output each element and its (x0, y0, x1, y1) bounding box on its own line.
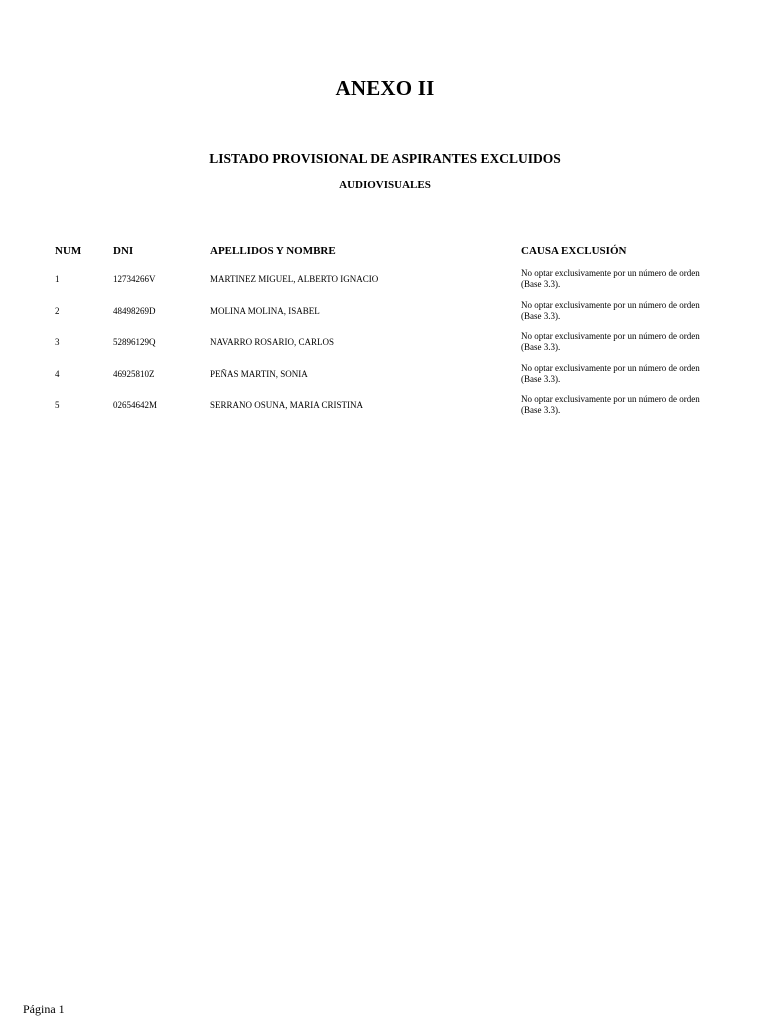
row-cause: No optar exclusivamente por un número de orden (Base 3.3). (521, 394, 700, 415)
row-dni: 12734266V (113, 274, 156, 284)
section-heading: AUDIOVISUALES (339, 179, 431, 191)
table-row (0, 300, 770, 332)
row-num: 3 (55, 337, 60, 347)
table-row (0, 363, 770, 395)
column-header-num: NUM (55, 245, 82, 257)
row-cause: No optar exclusivamente por un número de orden (Base 3.3). (521, 362, 700, 384)
row-dni: 02654642M (113, 400, 158, 410)
table-row (0, 268, 770, 300)
column-header-name: APELLIDOS Y NOMBRE (210, 245, 336, 257)
row-name: PEÑAS MARTIN, SONIA (210, 368, 308, 379)
row-name: MOLINA MOLINA, ISABEL (210, 305, 320, 316)
document-title: ANEXO II (335, 76, 435, 100)
row-num: 2 (55, 305, 60, 316)
row-num: 5 (55, 400, 60, 410)
table-row (0, 394, 770, 426)
page-number: Página 1 (23, 1002, 65, 1016)
row-name: NAVARRO ROSARIO, CARLOS (210, 337, 334, 347)
row-cause: No optar exclusivamente por un número de orden (Base 3.3). (521, 331, 700, 352)
row-name: MARTINEZ MIGUEL, ALBERTO IGNACIO (210, 274, 379, 284)
row-dni: 52896129Q (113, 337, 156, 347)
row-dni: 48498269D (113, 305, 156, 316)
row-num: 1 (55, 274, 60, 284)
row-num: 4 (55, 368, 60, 379)
table-row (0, 331, 770, 363)
column-header-dni: DNI (113, 245, 134, 257)
column-header-cause: CAUSA EXCLUSIÓN (521, 245, 627, 257)
document-subtitle: LISTADO PROVISIONAL DE ASPIRANTES EXCLUIDOS (209, 151, 561, 166)
excluded-candidates-table (0, 268, 770, 426)
row-name: SERRANO OSUNA, MARIA CRISTINA (210, 400, 364, 410)
row-cause: No optar exclusivamente por un número de orden (Base 3.3). (521, 268, 700, 289)
row-cause: No optar exclusivamente por un número de orden (Base 3.3). (521, 299, 700, 321)
row-dni: 46925810Z (113, 368, 155, 379)
